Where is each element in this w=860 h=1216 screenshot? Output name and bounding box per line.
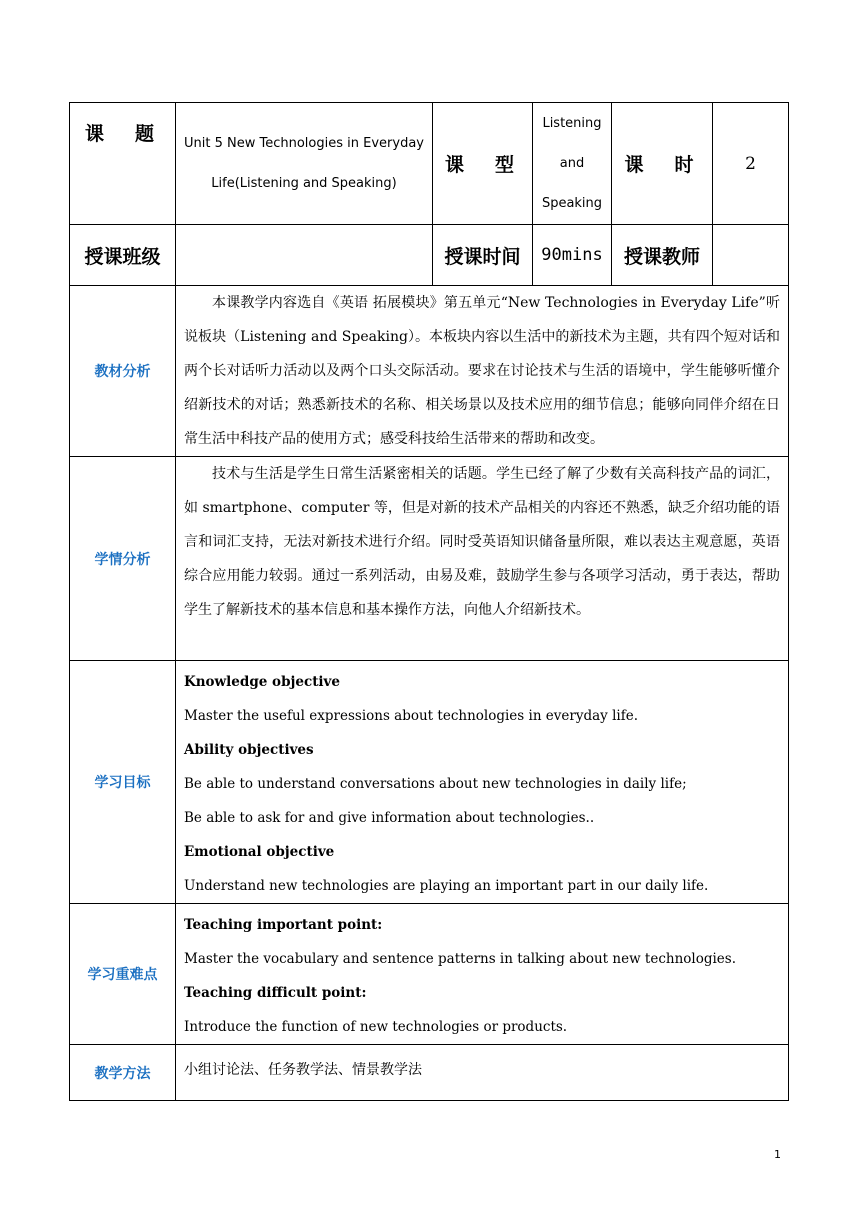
type-value-line-2: and bbox=[559, 155, 585, 171]
student-analysis-text: 技术与生活是学生日常生活紧密相关的话题。学生已经了解了少数有关高科技产品的词汇，如 smartphone、computer 等，但是对新的技术产品相关的内容还不熟悉，缺乏介绍功能的语言和词汇支持，无法对新技术进行介绍。同时受英语知识储备量所限，难以表达主观意愿，英语综合应用能力较弱。通过一系列活动，由易及难，鼓励学生参与各项学习活动，勇于表达，帮助学生了解新技术的基本信息和基本操作方法，向他人介绍新技术。 bbox=[176, 457, 789, 661]
student-analysis-row bbox=[70, 457, 789, 661]
ability-item-2: Be able to ask for and give information about technologies.. bbox=[184, 810, 595, 826]
hours-value: 2 bbox=[713, 103, 789, 225]
knowledge-heading: Knowledge objective bbox=[184, 674, 340, 690]
textbook-analysis-text: 本课教学内容选自《英语 拓展模块》第五单元“New Technologies in Everyday Life”听说板块（Listening and Speaking）。本板块内容以生活中的新技术为主题，共有四个短对话和两个长对话听力活动以及两个口头交际活动。要求在讨论技术与生活的语境中，学生能够听懂介绍新技术的对话；熟悉新技术的名称、相关场景以及技术应用的细节信息；能够向同伴介绍在日常生活中科技产品的使用方式；感受科技给生活带来的帮助和改变。 bbox=[176, 286, 789, 457]
important-point-item: Master the vocabulary and sentence patterns in talking about new technologies. bbox=[184, 951, 737, 967]
ability-heading: Ability objectives bbox=[184, 742, 314, 758]
methods-text: 小组讨论法、任务教学法、情景教学法 bbox=[176, 1045, 789, 1101]
key-points-content bbox=[176, 904, 789, 1045]
class-value bbox=[176, 225, 433, 286]
class-row bbox=[70, 225, 789, 286]
topic-value-text: Unit 5 New Technologies in Everyday Life(Listening and Speaking) bbox=[184, 135, 424, 191]
objectives-content bbox=[176, 661, 789, 904]
type-value-line-3: Speaking bbox=[541, 195, 603, 211]
objectives-row bbox=[70, 661, 789, 904]
important-point-heading: Teaching important point: bbox=[184, 917, 383, 933]
hours-label: 课 时 bbox=[612, 103, 713, 225]
difficult-point-item: Introduce the function of new technologies or products. bbox=[184, 1019, 568, 1035]
objectives-label: 学习目标 bbox=[70, 661, 176, 904]
key-points-label: 学习重难点 bbox=[70, 904, 176, 1045]
time-value: 90mins bbox=[533, 225, 612, 286]
type-value-line-1: Listening bbox=[542, 115, 602, 131]
methods-row bbox=[70, 1045, 789, 1101]
textbook-analysis-label: 教材分析 bbox=[70, 286, 176, 457]
teacher-value bbox=[713, 225, 789, 286]
header-row bbox=[70, 103, 789, 225]
emotional-item: Understand new technologies are playing an important part in our daily life. bbox=[184, 878, 709, 894]
emotional-heading: Emotional objective bbox=[184, 844, 335, 860]
type-value bbox=[533, 103, 612, 225]
key-points-row bbox=[70, 904, 789, 1045]
textbook-analysis-row bbox=[70, 286, 789, 457]
student-analysis-label: 学情分析 bbox=[70, 457, 176, 661]
knowledge-item: Master the useful expressions about technologies in everyday life. bbox=[184, 708, 639, 724]
teacher-label: 授课教师 bbox=[612, 225, 713, 286]
lesson-plan-table bbox=[69, 102, 789, 1101]
type-label: 课 型 bbox=[433, 103, 533, 225]
ability-item-1: Be able to understand conversations about new technologies in daily life; bbox=[184, 776, 687, 792]
time-label: 授课时间 bbox=[433, 225, 533, 286]
class-label: 授课班级 bbox=[70, 225, 176, 286]
difficult-point-heading: Teaching difficult point: bbox=[184, 985, 367, 1001]
methods-label: 教学方法 bbox=[70, 1045, 176, 1101]
page-number: 1 bbox=[774, 1148, 781, 1161]
topic-label: 课 题 bbox=[70, 103, 176, 225]
topic-value bbox=[176, 103, 433, 225]
